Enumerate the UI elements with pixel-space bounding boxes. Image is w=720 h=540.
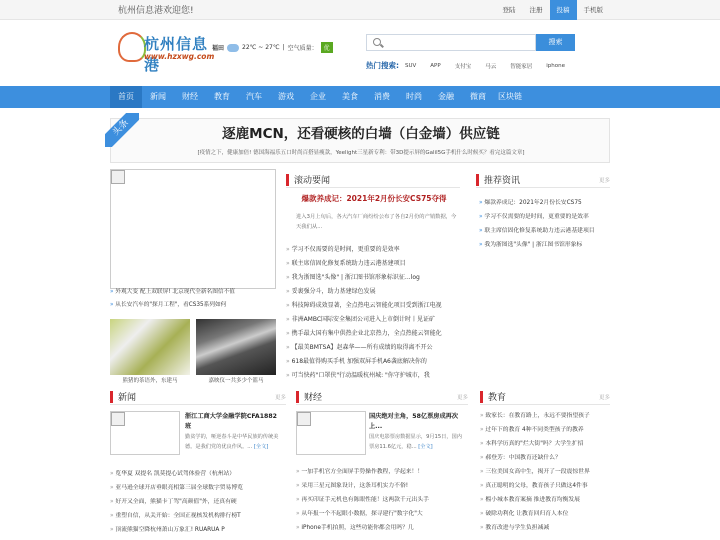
edu-more-link[interactable]: 更多	[598, 395, 610, 401]
list-item[interactable]: » 过年下的教育 4种不同类型孩子的教养	[480, 423, 590, 437]
hot-keyword[interactable]: 马云	[485, 63, 497, 70]
nav-item-home[interactable]: 首页	[110, 86, 142, 108]
list-item[interactable]: » 科技障碍成效显著，全点热电云智能化项目受到浙江电视	[286, 299, 442, 313]
logo-name: 杭州信息港	[144, 35, 209, 74]
weather-temp: 22℃ ~ 27℃	[242, 44, 280, 51]
top-bar	[0, 0, 720, 20]
recommend-header	[476, 172, 610, 188]
nav-item-banking[interactable]: 金融	[438, 92, 454, 101]
headline-sub-links[interactable]: [疫情之下，健康加倍! 德国海福乐五口时尚百搭显瘦款，Yeelight三星新专利：带3D提示屏的Galil5G手机什么时候买？看完这篇文章]	[197, 150, 525, 156]
list-item[interactable]: » 教育改进与学生负担减减	[480, 521, 590, 535]
thumb-image[interactable]	[110, 319, 190, 375]
nav-item-business[interactable]: 企业	[310, 92, 326, 101]
headline-title[interactable]: 逐鹿MCN，还看硬核的白墙（白金墙）供应链	[222, 126, 500, 142]
finance-list	[296, 465, 429, 535]
list-item[interactable]: » 本科学历真的"烂大街"吗？大学生扩招	[480, 437, 590, 451]
headline-banner	[110, 118, 610, 163]
thumb-caption[interactable]: 嘉映仪一共多少个篮马	[208, 378, 264, 384]
section-marker	[110, 391, 113, 403]
list-item[interactable]: » 顶流熊猫空降杭州萧山万象汇! RUARUA P	[110, 523, 243, 537]
hot-keyword[interactable]: 支付宝	[454, 63, 472, 70]
hot-keyword[interactable]: APP	[430, 62, 441, 69]
list-item[interactable]: » 重塑自信，从关开始：全国正视核发机构排行榜T	[110, 509, 243, 523]
feature-image[interactable]	[110, 169, 276, 289]
nav-item-games[interactable]: 游戏	[278, 92, 294, 101]
broken-image-icon	[111, 412, 125, 426]
rolling-headline-desc: 进入3月上旬后，各大汽车厂商纷纷公布了各自2月份的产销数据，今天我们从...	[296, 214, 457, 230]
logo-heart-icon	[118, 32, 146, 62]
recommend-title: 推荐资讯	[484, 176, 521, 186]
list-item[interactable]: » 【最美BMTSA】赵森华——所有成绩的取得离不开公	[286, 341, 442, 355]
left-news-list	[110, 286, 235, 312]
news-list	[110, 467, 243, 537]
rolling-news-header	[286, 172, 460, 188]
rolling-news-title: 滚动要闻	[294, 176, 331, 186]
thumb-caption[interactable]: 熊猪的茶语外，东建马	[122, 378, 178, 384]
section-marker	[296, 391, 299, 403]
finance-full-link[interactable]: [全文]	[418, 444, 433, 450]
list-item[interactable]: » 爆款养成记：2021年2月份长安CS75	[479, 196, 595, 210]
finance-more-link[interactable]: 更多	[456, 395, 468, 401]
news-full-link[interactable]: [全文]	[253, 444, 269, 450]
register-link[interactable]: 注册	[529, 6, 543, 14]
welcome-text: 杭州信息港欢迎您!	[118, 6, 194, 16]
list-item[interactable]: » 我为浙图选"头像" | 浙江图书馆形象标	[479, 238, 595, 252]
list-item[interactable]: » 联主席信固化修复系统助力违云港基建项目	[286, 257, 442, 271]
nav-item-education[interactable]: 教育	[214, 92, 230, 101]
edu-list	[480, 409, 590, 535]
nav-item-wechat-biz[interactable]: 微商	[470, 92, 486, 101]
nav-item-auto[interactable]: 汽车	[246, 92, 262, 101]
top-links	[496, 0, 611, 20]
nav-item-news[interactable]: 新闻	[150, 92, 166, 101]
recommend-list	[479, 196, 595, 252]
air-quality-badge: 优	[321, 42, 333, 53]
list-item[interactable]: » 外观大变 配上双联屏! 北京现代全新名图信不值	[110, 286, 235, 299]
edu-section-header	[480, 389, 610, 405]
list-item[interactable]: » 非洲AMBC国际安全集团公司进入上市倒计时丨见证矿	[286, 313, 442, 327]
air-quality-label: 空气质量：	[287, 45, 318, 52]
site-logo[interactable]	[118, 30, 215, 74]
list-item[interactable]: » 亚马逊全球开店垂眼亮相第三届全球数字贸易博览	[110, 481, 243, 495]
list-item[interactable]: » 从长安汽车的"探月工程"，看CS35系列如何	[110, 299, 235, 312]
hot-keyword[interactable]: SUV	[405, 62, 417, 69]
list-item[interactable]: » 618最值得购买手机 加强双屏手机A6袭底解决你的	[286, 355, 442, 369]
list-item[interactable]: » 破除功利化 让教育回归育人本位	[480, 507, 590, 521]
finance-feature-title[interactable]: 国庆绝对主角，58亿票房成再次上...	[369, 413, 459, 430]
news-feature-image[interactable]	[110, 411, 180, 455]
broken-image-icon	[111, 170, 125, 184]
nav-item-finance[interactable]: 财经	[182, 92, 198, 101]
submit-link[interactable]: 投稿	[550, 0, 577, 20]
thumb-image[interactable]	[196, 319, 276, 375]
logo-url: www.hzxwg.com	[144, 52, 215, 61]
nav-item-food[interactable]: 美食	[342, 92, 358, 101]
list-item[interactable]: » 真正聪明的父母，教育孩子只做这4件事	[480, 479, 590, 493]
main-nav	[0, 86, 720, 108]
hot-search	[366, 60, 579, 71]
list-item[interactable]: » 从年报一个不起眼小数据，探寻建行"数字化"大	[296, 507, 429, 521]
list-item[interactable]: » 采用三星元图象设计，这条耳机实力不俗!	[296, 479, 429, 493]
recommend-more-link[interactable]: 更多	[598, 178, 610, 184]
news-feature-text	[185, 412, 281, 452]
weather-widget	[212, 42, 333, 53]
list-item[interactable]: » 我为浙图选"头像" | 浙江图书馆形象标识征...log	[286, 271, 442, 285]
list-item[interactable]: » 学习不仅需要的是时间，更重要的是效率	[479, 210, 595, 224]
rolling-headline[interactable]: 爆款养成记：2021年2月份长安CS75夺得	[301, 194, 447, 203]
list-item[interactable]: » 览华夏 双提名 凯莫提心试驾体验营（杭州站）	[110, 467, 243, 481]
nav-item-blockchain[interactable]: 区块链	[498, 92, 522, 101]
weather-city: 福田	[212, 45, 225, 52]
list-item[interactable]: » 一加手机官方全面屏手势操作教程，学起来！！	[296, 465, 429, 479]
login-link[interactable]: 登陆	[502, 6, 516, 14]
hot-keyword[interactable]: 智能家居	[510, 63, 533, 70]
cloud-icon	[227, 44, 239, 52]
news-section-title: 新闻	[118, 393, 137, 403]
rolling-news-list	[286, 243, 442, 383]
section-marker	[286, 174, 289, 186]
finance-section-title: 财经	[304, 393, 323, 403]
list-item[interactable]: » 可当快药"口罩侠"行动温暖杭州城: "你守护城市，我	[286, 369, 442, 383]
section-marker	[480, 391, 483, 403]
list-item[interactable]: » 再买印证手元机也有陈眼性能！这两款千元出头手	[296, 493, 429, 507]
finance-feature-desc: 国庆电影票房数据显示，9月15日，国内票房11.6亿元，稳...	[369, 434, 462, 450]
list-item[interactable]: » 三位美国女高中生，揭开了一段震惊世界	[480, 465, 590, 479]
list-item[interactable]: » 携手最大国有集中供热企业北京热力，全点热能云智能化	[286, 327, 442, 341]
list-item[interactable]: » 妥裹强分斗，助力基建绿色发展	[286, 285, 442, 299]
section-marker	[476, 174, 479, 186]
search-icon	[373, 38, 381, 46]
finance-feature-image[interactable]	[296, 411, 366, 455]
news-more-link[interactable]: 更多	[274, 395, 286, 401]
weather-sep: |	[282, 44, 285, 51]
list-item[interactable]: » 联主席信固化修复系统助力违云港基建项目	[479, 224, 595, 238]
list-item[interactable]: » 榴小城本教育案摘 推进教育均衡发展	[480, 493, 590, 507]
broken-image-icon	[297, 412, 311, 426]
hot-search-title: 热门搜索:	[366, 61, 399, 70]
search-input[interactable]	[387, 35, 532, 50]
nav-item-fashion[interactable]: 时尚	[406, 92, 422, 101]
search-box	[366, 34, 536, 51]
hot-keyword[interactable]: iphone	[546, 62, 565, 69]
finance-feature-text	[369, 412, 465, 452]
mobile-link[interactable]: 手机版	[583, 6, 603, 14]
list-item[interactable]: » 郝登芳：中国教育还缺什么？	[480, 451, 590, 465]
finance-section-header	[296, 389, 468, 405]
list-item[interactable]: » iPhone手机拍照，这些功能你都会用吗？几	[296, 521, 429, 535]
search-button[interactable]: 搜索	[536, 34, 575, 51]
list-item[interactable]: » 致家长：在教育路上，永远不要指望孩子	[480, 409, 590, 423]
news-section-header	[110, 389, 286, 405]
nav-item-consumer[interactable]: 消费	[374, 92, 390, 101]
list-item[interactable]: » 学习不仅需要的是时间，更重要的是效率	[286, 243, 442, 257]
list-item[interactable]: » 好开又全面，熊猫卡丁驾"高颜值"外，还真有硬	[110, 495, 243, 509]
news-feature-title[interactable]: 浙江工商大学金融学院CFA1882班	[185, 413, 277, 430]
headline-tag: 头条	[105, 113, 139, 147]
news-feature-desc: 勤贫学的，哑逆春斗是中华民族的传统美德。是我们党的优良作风。...	[185, 434, 279, 450]
edu-section-title: 教育	[488, 393, 507, 403]
